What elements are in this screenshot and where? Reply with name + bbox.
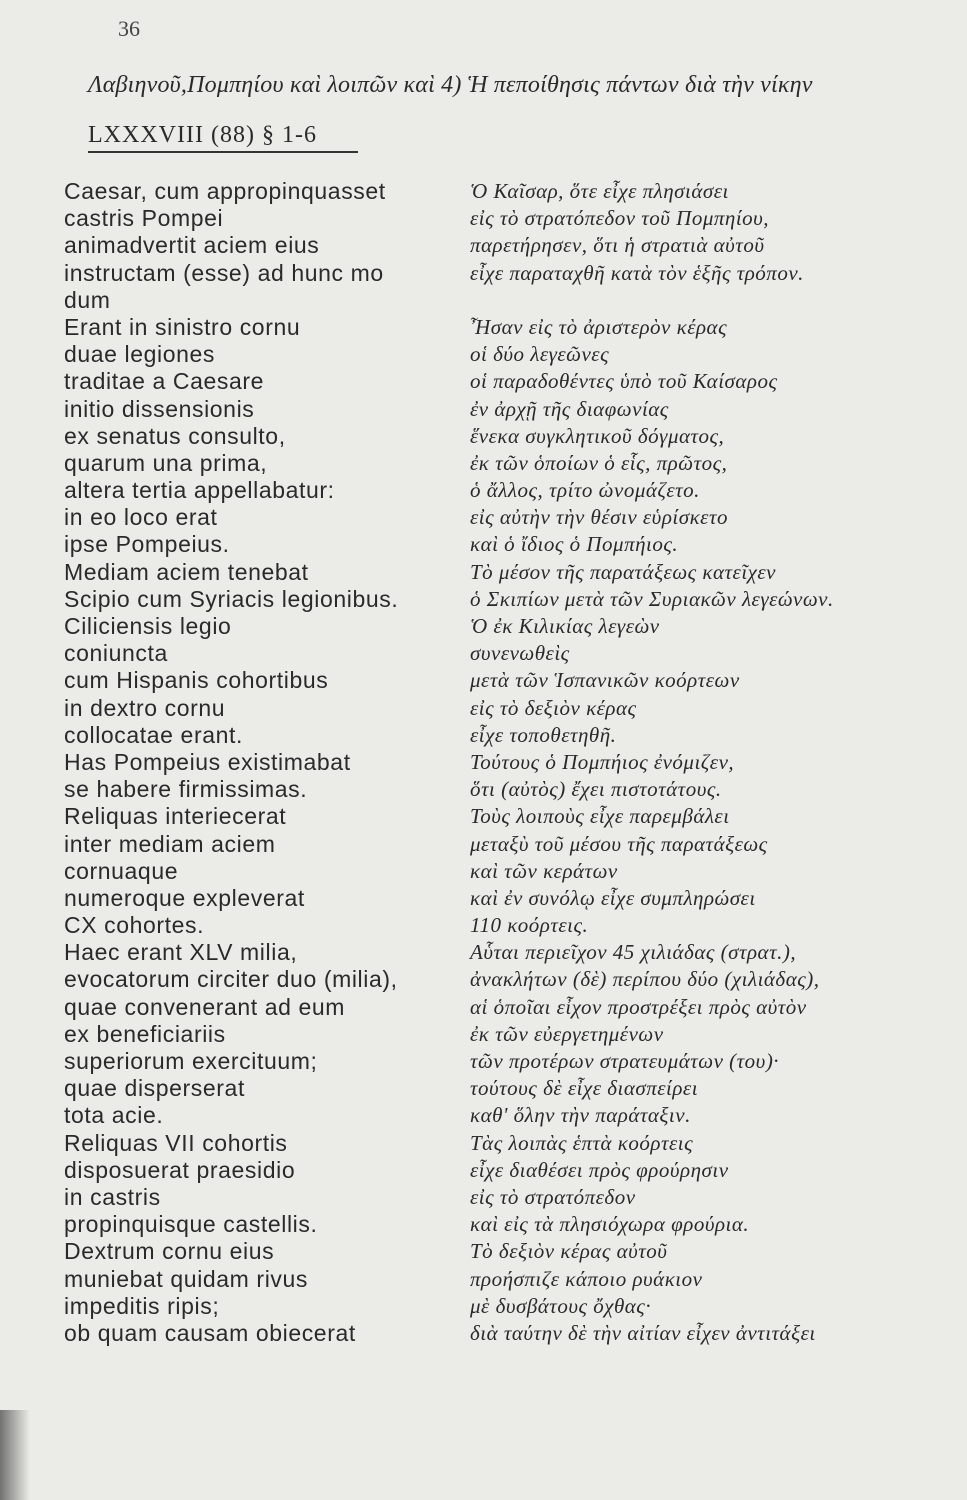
greek-line: εἶχε διαθέσει πρὸς φρούρησιν [470,1157,729,1182]
greek-line: μὲ δυσβάτους ὄχθας· [470,1293,652,1318]
greek-line: συνενωθεὶς [470,641,570,666]
greek-line: ὁ ἄλλος, τρίτο ὠνομάζετο. [470,478,700,503]
latin-line: Haec erant XLV milia, [64,939,298,966]
greek-line: ὁ Σκιπίων μετὰ τῶν Συριακῶν λεγεώνων. [470,586,834,611]
greek-line: ἀνακλήτων (δὲ) περίπου δύο (χιλιάδας), [470,967,820,992]
latin-line: propinquisque castellis. [64,1211,318,1238]
latin-line: in eo loco erat [64,504,218,531]
latin-line: cum Hispanis cohortibus [64,667,329,694]
greek-line: αἱ ὁποῖαι εἶχον προστρέξει πρὸς αὐτὸν [470,994,807,1019]
latin-line: Erant in sinistro cornu [64,313,301,340]
latin-line: Mediam aciem tenebat [64,558,309,585]
latin-line: instructam (esse) ad hunc mo [64,259,384,286]
latin-line: ipse Pompeius. [64,531,230,558]
greek-line: ἕνεκα συγκλητικοῦ δόγματος, [470,423,725,448]
latin-line: se habere firmissimas. [64,776,308,803]
latin-column [64,178,398,1347]
page-number: 36 [118,16,140,41]
greek-line: μετὰ τῶν Ἱσπανικῶν κοόρτεων [470,668,740,693]
greek-line: εἰς τὸ στρατόπεδον [470,1184,636,1209]
greek-line: Ὁ Καῖσαρ, ὅτε εἶχε πλησιάσει [470,179,729,203]
latin-line: quarum una prima, [64,449,268,476]
latin-line: superiorum exercituum; [64,1048,318,1074]
latin-line: traditae a Caesare [64,368,265,395]
latin-line: quae convenerant ad eum [64,993,346,1020]
greek-line: Τὰς λοιπὰς ἑπτὰ κοόρτεις [470,1130,694,1155]
latin-line: inter mediam aciem [64,830,276,857]
greek-line: ἐν ἀρχῇ τῆς διαφωνίας [470,396,669,421]
greek-line: καθ' ὅλην τὴν παράταξιν. [470,1103,691,1128]
latin-line: ex senatus consulto, [64,422,286,449]
latin-line: duae legiones [64,341,216,368]
greek-line: εἶχε τοποθετηθῆ. [470,722,617,747]
latin-line: dum [64,286,111,313]
latin-line: altera tertia appellabatur: [64,477,335,504]
greek-line: 110 κοόρτεις. [470,913,589,938]
latin-line: Has Pompeius existimabat [64,748,351,775]
greek-line: εἰς τὸ στρατόπεδον τοῦ Πομπηίου, [470,206,770,231]
greek-column [470,178,834,1347]
latin-line: muniebat quidam rivus [64,1265,308,1292]
greek-line: διὰ ταύτην δὲ τὴν αἰτίαν εἶχεν ἀντιτάξει [470,1320,816,1345]
latin-line: disposuerat praesidio [64,1156,296,1183]
latin-line: Caesar, cum appropinquasset [64,178,386,204]
latin-line: CX cohortes. [64,912,205,939]
greek-line [470,287,834,314]
latin-line: ex beneficiariis [64,1020,226,1047]
latin-line: numeroque expleverat [64,884,305,911]
greek-line: εἶχε παραταχθῆ κατὰ τὸν ἑξῆς τρόπον. [470,260,804,285]
greek-line: Ὁ ἐκ Κιλικίας λεγεὼν [470,614,660,638]
latin-line: Dextrum cornu eius [64,1238,275,1265]
greek-line: καὶ ἐν συνόλῳ εἶχε συμπληρώσει [470,885,756,910]
greek-line: καὶ ὁ ἴδιος ὁ Πομπήιος. [470,532,679,557]
latin-line: castris Pompei [64,205,224,232]
scan-shadow [0,1410,30,1500]
latin-line: quae disperserat [64,1075,245,1102]
latin-line: cornuaque [64,857,179,884]
greek-line: ἐκ τῶν ὁποίων ὁ εἷς, πρῶτος, [470,450,728,475]
greek-line: εἰς αὐτὴν τὴν θέσιν εὑρίσκετο [470,505,728,530]
greek-line: οἱ δύο λεγεῶνες [470,342,610,367]
latin-line: tota acie. [64,1102,164,1129]
greek-line: μεταξὺ τοῦ μέσου τῆς παρατάξεως [470,831,768,856]
latin-line: evocatorum circiter duo (milia), [64,966,398,993]
greek-line: παρετήρησεν, ὅτι ἡ στρατιὰ αὐτοῦ [470,233,765,258]
latin-line: Reliquas interiecerat [64,803,287,830]
greek-line: προήσπιζε κάποιο ρυάκιον [470,1266,703,1291]
greek-line: καὶ εἰς τὰ πλησιόχωρα φρούρια. [470,1212,750,1237]
latin-line: in dextro cornu [64,694,226,721]
greek-line: τούτους δὲ εἶχε διασπείρει [470,1076,699,1101]
greek-line: Τὸ μέσον τῆς παρατάξεως κατεῖχεν [470,559,776,584]
greek-line: εἰς τὸ δεξιὸν κέρας [470,695,637,720]
header-line: Λαβιηνοῦ,Πομπηίου καὶ λοιπῶν καὶ 4) Ἡ πεποίθησις πάντων διὰ τὴν νίκην [88,72,813,98]
greek-line: καὶ τῶν κεράτων [470,858,618,883]
latin-line: animadvertit aciem eius [64,232,320,259]
greek-line: ὅτι (αὐτὸς) ἔχει πιστοτάτους. [470,777,722,802]
latin-line: Reliquas VII cohortis [64,1129,288,1156]
greek-line: ἐκ τῶν εὐεργετημένων [470,1021,664,1046]
latin-line: initio dissensionis [64,395,255,422]
greek-line: Ἦσαν εἰς τὸ ἀριστερὸν κέρας [470,314,728,339]
section-title: LXXXVIII (88) § 1-6 [88,122,358,153]
greek-line: τῶν προτέρων στρατευμάτων (του)· [470,1049,780,1073]
latin-line: Ciliciensis legio [64,613,232,639]
latin-line: Scipio cum Syriacis legionibus. [64,585,399,612]
greek-line: Τοὺς λοιποὺς εἶχε παρεμβάλει [470,804,730,829]
latin-line: collocatae erant. [64,721,243,748]
latin-line: coniuncta [64,640,168,667]
greek-line: Τούτους ὁ Πομπήιος ἐνόμιζεν, [470,749,735,774]
latin-line: ob quam causam obiecerat [64,1319,356,1346]
latin-line: impeditis ripis; [64,1292,220,1319]
greek-line: Τὸ δεξιὸν κέρας αὐτοῦ [470,1239,668,1264]
greek-line: Αὗται περιεῖχον 45 χιλιάδας (στρατ.), [470,940,797,965]
latin-line: in castris [64,1183,161,1210]
greek-line: οἱ παραδοθέντες ὑπὸ τοῦ Καίσαρος [470,369,778,394]
